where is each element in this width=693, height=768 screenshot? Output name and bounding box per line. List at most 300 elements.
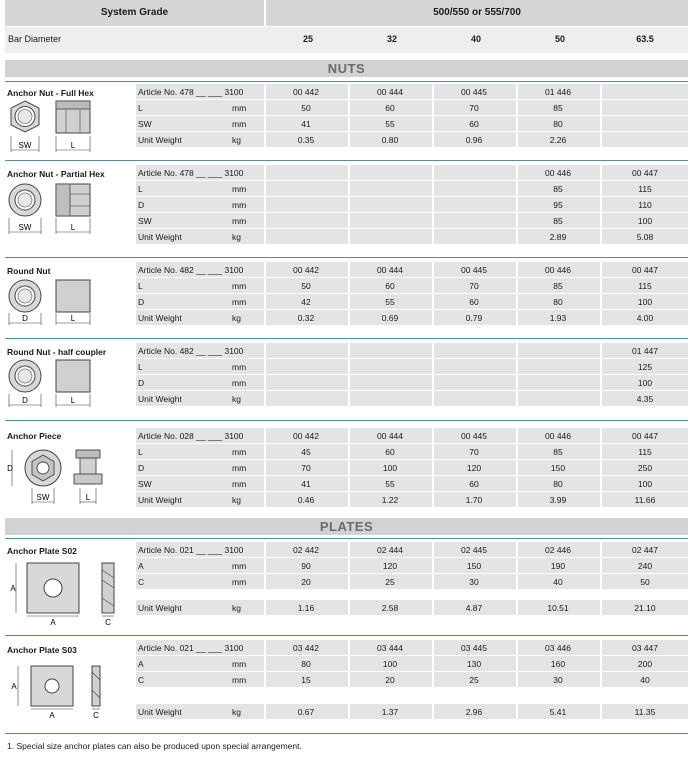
- table-cell: 80: [301, 659, 311, 669]
- row-label: SW: [138, 119, 152, 129]
- round-nut-figure: [6, 277, 96, 327]
- section-nuts-header: [5, 60, 688, 77]
- table-cell: 1.70: [465, 495, 483, 505]
- column-separator: [264, 343, 266, 358]
- fig-label-l: L: [70, 314, 76, 323]
- diameter-32: 32: [386, 34, 397, 44]
- column-separator: [264, 391, 266, 406]
- column-separator: [516, 672, 518, 687]
- table-cell: 00 442: [293, 431, 319, 441]
- table-cell: 0.96: [465, 135, 483, 145]
- fig-label-l: L: [70, 396, 76, 405]
- row-unit: mm: [232, 216, 247, 226]
- column-separator: [264, 84, 266, 99]
- column-separator: [348, 116, 350, 131]
- table-cell: 0.35: [297, 135, 315, 145]
- table-cell: 5.41: [549, 707, 567, 717]
- column-separator: [348, 132, 350, 147]
- table-cell: 50: [301, 281, 311, 291]
- diameter-25: 25: [302, 34, 313, 44]
- table-cell: 30: [553, 675, 563, 685]
- table-cell: 0.46: [297, 495, 315, 505]
- column-separator: [264, 310, 266, 325]
- column-separator: [516, 359, 518, 374]
- column-separator: [348, 100, 350, 115]
- row-label: A: [138, 561, 144, 571]
- column-separator: [348, 181, 350, 196]
- row-unit: mm: [232, 479, 247, 489]
- table-cell: 03 445: [461, 643, 487, 653]
- column-separator: [264, 444, 266, 459]
- column-separator: [516, 116, 518, 131]
- column-separator: [264, 278, 266, 293]
- column-separator: [600, 359, 602, 374]
- column-separator: [516, 640, 518, 655]
- column-separator: [432, 672, 434, 687]
- column-separator: [600, 672, 602, 687]
- table-cell: 60: [469, 297, 479, 307]
- column-separator: [432, 100, 434, 115]
- row-unit: mm: [232, 577, 247, 587]
- row-label: L: [138, 447, 143, 457]
- system-grade-value-header: [266, 0, 688, 26]
- column-separator: [516, 558, 518, 573]
- column-separator: [600, 181, 602, 196]
- fig-label-sw: SW: [18, 223, 32, 232]
- column-separator: [600, 278, 602, 293]
- row-label: Article No. 478 __ ___ 3100: [138, 87, 244, 97]
- row-label: Unit Weight: [138, 135, 182, 145]
- column-separator: [516, 84, 518, 99]
- row-label: Unit Weight: [138, 232, 182, 242]
- column-separator: [348, 444, 350, 459]
- table-cell: 0.32: [297, 313, 315, 323]
- fig-label-l: L: [70, 141, 76, 150]
- column-separator: [600, 428, 602, 443]
- table-cell: 120: [382, 561, 398, 571]
- row-label: Unit Weight: [138, 603, 182, 613]
- column-separator: [600, 294, 602, 309]
- table-cell: 70: [469, 281, 479, 291]
- column-separator: [516, 278, 518, 293]
- column-separator: [264, 375, 266, 390]
- section-plates-title: PLATES: [319, 519, 374, 534]
- column-separator: [348, 262, 350, 277]
- column-separator: [264, 492, 266, 507]
- column-separator: [516, 600, 518, 615]
- table-cell: 11.35: [634, 707, 656, 717]
- column-separator: [432, 165, 434, 180]
- column-separator: [348, 600, 350, 615]
- column-separator: [348, 229, 350, 244]
- column-separator: [432, 181, 434, 196]
- column-separator: [348, 213, 350, 228]
- fig-label-sw: SW: [36, 493, 50, 502]
- table-cell: 160: [550, 659, 566, 669]
- column-separator: [432, 278, 434, 293]
- table-cell: 00 445: [461, 265, 487, 275]
- table-cell: 80: [553, 119, 563, 129]
- row-label: Article No. 028 __ ___ 3100: [138, 431, 244, 441]
- column-separator: [432, 391, 434, 406]
- bar-diameter-row: [5, 27, 688, 53]
- column-separator: [516, 574, 518, 589]
- table-cell: 25: [385, 577, 395, 587]
- table-cell: 41: [301, 479, 311, 489]
- fig-label-sw: SW: [18, 141, 32, 150]
- table-cell: 00 444: [377, 87, 403, 97]
- column-separator: [264, 476, 266, 491]
- column-separator: [348, 294, 350, 309]
- column-separator: [264, 640, 266, 655]
- column-separator: [432, 640, 434, 655]
- table-cell: 40: [553, 577, 563, 587]
- anchor-piece-figure: [4, 448, 104, 508]
- table-cell: 2.89: [549, 232, 567, 242]
- table-cell: 240: [637, 561, 653, 571]
- row-label: Article No. 021 __ ___ 3100: [138, 643, 244, 653]
- column-separator: [432, 444, 434, 459]
- column-separator: [348, 375, 350, 390]
- column-separator: [348, 460, 350, 475]
- column-separator: [516, 428, 518, 443]
- table-cell: 70: [301, 463, 311, 473]
- divider: [5, 733, 688, 734]
- table-cell: 70: [469, 447, 479, 457]
- table-cell: 2.96: [465, 707, 483, 717]
- column-separator: [600, 100, 602, 115]
- table-cell: 55: [385, 479, 395, 489]
- row-unit: kg: [232, 313, 241, 323]
- divider: [5, 538, 688, 539]
- column-separator: [432, 492, 434, 507]
- column-separator: [432, 132, 434, 147]
- column-separator: [516, 310, 518, 325]
- table-cell: 5.08: [636, 232, 654, 242]
- diameter-50: 50: [554, 34, 565, 44]
- row-unit: kg: [232, 394, 241, 404]
- row-label: D: [138, 200, 145, 210]
- row-label: C: [138, 675, 145, 685]
- table-cell: 1.22: [381, 495, 399, 505]
- column-separator: [348, 476, 350, 491]
- column-separator: [348, 704, 350, 719]
- fig-label-c: C: [93, 711, 99, 720]
- product-title: Anchor Nut - Full Hex: [7, 88, 94, 98]
- column-separator: [516, 375, 518, 390]
- row-unit: mm: [232, 378, 247, 388]
- column-separator: [600, 116, 602, 131]
- table-cell: 3.99: [549, 495, 567, 505]
- table-cell: 15: [301, 675, 311, 685]
- column-separator: [432, 213, 434, 228]
- column-separator: [348, 672, 350, 687]
- table-cell: 1.37: [381, 707, 399, 717]
- table-cell: 2.26: [549, 135, 567, 145]
- column-separator: [432, 359, 434, 374]
- table-cell: 190: [550, 561, 566, 571]
- column-separator: [600, 600, 602, 615]
- column-separator: [432, 476, 434, 491]
- column-separator: [516, 165, 518, 180]
- row-unit: mm: [232, 281, 247, 291]
- column-separator: [432, 542, 434, 557]
- column-separator: [348, 343, 350, 358]
- table-cell: 2.58: [381, 603, 399, 613]
- column-separator: [432, 343, 434, 358]
- product-title: Round Nut - half coupler: [7, 347, 107, 357]
- column-separator: [264, 165, 266, 180]
- divider: [5, 257, 688, 258]
- table-cell: 0.79: [465, 313, 483, 323]
- table-cell: 115: [638, 281, 652, 291]
- column-separator: [516, 391, 518, 406]
- column-separator: [432, 574, 434, 589]
- section-nuts-title: NUTS: [327, 61, 366, 76]
- table-cell: 100: [637, 216, 653, 226]
- row-unit: mm: [232, 447, 247, 457]
- row-unit: mm: [232, 675, 247, 685]
- table-cell: 02 445: [461, 545, 487, 555]
- table-cell: 80: [553, 479, 563, 489]
- column-separator: [516, 132, 518, 147]
- system-grade-header: [5, 0, 264, 26]
- column-separator: [264, 542, 266, 557]
- row-label: Article No. 482 __ ___ 3100: [138, 265, 244, 275]
- table-cell: 00 446: [545, 265, 571, 275]
- table-cell: 42: [301, 297, 311, 307]
- row-label: SW: [138, 216, 152, 226]
- table-cell: 4.35: [636, 394, 654, 404]
- table-cell: 60: [469, 119, 479, 129]
- column-separator: [516, 213, 518, 228]
- row-label: D: [138, 463, 145, 473]
- column-separator: [516, 444, 518, 459]
- table-cell: 03 444: [377, 643, 403, 653]
- column-separator: [432, 558, 434, 573]
- row-label: Unit Weight: [138, 313, 182, 323]
- table-cell: 02 447: [632, 545, 658, 555]
- table-cell: 55: [385, 297, 395, 307]
- table-cell: 41: [301, 119, 311, 129]
- column-separator: [600, 375, 602, 390]
- table-cell: 50: [301, 103, 311, 113]
- column-separator: [264, 294, 266, 309]
- column-separator: [348, 640, 350, 655]
- column-separator: [264, 213, 266, 228]
- table-cell: 90: [301, 561, 311, 571]
- column-separator: [264, 100, 266, 115]
- column-separator: [600, 132, 602, 147]
- diameter-40: 40: [470, 34, 481, 44]
- column-separator: [348, 359, 350, 374]
- column-separator: [600, 460, 602, 475]
- fig-label-l: L: [70, 223, 76, 232]
- row-label: C: [138, 577, 145, 587]
- column-separator: [264, 704, 266, 719]
- table-cell: 00 447: [632, 168, 658, 178]
- table-cell: 10.51: [547, 603, 569, 613]
- table-cell: 03 446: [545, 643, 571, 653]
- row-unit: kg: [232, 232, 241, 242]
- column-separator: [516, 656, 518, 671]
- table-cell: 100: [637, 378, 653, 388]
- table-cell: 60: [385, 447, 395, 457]
- row-label: Article No. 021 __ ___ 3100: [138, 545, 244, 555]
- table-cell: 85: [553, 103, 563, 113]
- product-title: Anchor Plate S03: [7, 645, 77, 655]
- column-separator: [516, 181, 518, 196]
- column-separator: [516, 294, 518, 309]
- column-separator: [516, 476, 518, 491]
- table-cell: 00 447: [632, 431, 658, 441]
- table-cell: 11.66: [634, 495, 656, 505]
- table-cell: 21.10: [634, 603, 656, 613]
- row-label: L: [138, 103, 143, 113]
- column-separator: [600, 343, 602, 358]
- row-label: L: [138, 362, 143, 372]
- row-unit: mm: [232, 463, 247, 473]
- system-grade-value: 500/550 or 555/700: [433, 7, 521, 18]
- table-cell: 0.67: [297, 707, 315, 717]
- table-cell: 85: [553, 216, 563, 226]
- column-separator: [348, 310, 350, 325]
- anchor-plate-s03-figure: [4, 660, 119, 722]
- table-cell: 130: [466, 659, 482, 669]
- row-unit: kg: [232, 707, 241, 717]
- table-cell: 100: [637, 479, 653, 489]
- column-separator: [600, 84, 602, 99]
- fig-label-a: A: [10, 584, 16, 593]
- table-cell: 02 442: [293, 545, 319, 555]
- divider: [5, 635, 688, 636]
- column-separator: [600, 656, 602, 671]
- table-cell: 20: [385, 675, 395, 685]
- column-separator: [432, 704, 434, 719]
- column-separator: [348, 428, 350, 443]
- column-separator: [348, 84, 350, 99]
- table-cell: 20: [301, 577, 311, 587]
- table-cell: 95: [553, 200, 563, 210]
- table-cell: 55: [385, 119, 395, 129]
- row-unit: mm: [232, 184, 247, 194]
- column-separator: [600, 542, 602, 557]
- column-separator: [516, 197, 518, 212]
- table-cell: 25: [469, 675, 479, 685]
- table-cell: 80: [553, 297, 563, 307]
- column-separator: [348, 197, 350, 212]
- column-separator: [348, 558, 350, 573]
- row-label: Article No. 478 __ ___ 3100: [138, 168, 244, 178]
- table-cell: 00 445: [461, 87, 487, 97]
- row-unit: kg: [232, 135, 241, 145]
- column-separator: [264, 672, 266, 687]
- column-separator: [264, 428, 266, 443]
- table-cell: 125: [637, 362, 653, 372]
- table-cell: 00 444: [377, 265, 403, 275]
- table-cell: 0.69: [381, 313, 399, 323]
- column-separator: [348, 391, 350, 406]
- row-unit: kg: [232, 603, 241, 613]
- column-separator: [264, 574, 266, 589]
- fig-label-d: D: [22, 314, 28, 323]
- row-unit: mm: [232, 297, 247, 307]
- fig-label-d: D: [7, 464, 13, 473]
- column-separator: [432, 600, 434, 615]
- column-separator: [264, 656, 266, 671]
- column-separator: [516, 229, 518, 244]
- footnote: 1. Special size anchor plates can also be produced upon special arrangement.: [7, 741, 302, 751]
- table-cell: 02 444: [377, 545, 403, 555]
- table-cell: 40: [640, 675, 650, 685]
- table-cell: 1.16: [297, 603, 315, 613]
- row-unit: mm: [232, 103, 247, 113]
- column-separator: [432, 375, 434, 390]
- row-unit: mm: [232, 561, 247, 571]
- row-label: Unit Weight: [138, 707, 182, 717]
- column-separator: [348, 656, 350, 671]
- column-separator: [348, 542, 350, 557]
- table-cell: 150: [550, 463, 566, 473]
- column-separator: [432, 197, 434, 212]
- column-separator: [264, 132, 266, 147]
- column-separator: [264, 600, 266, 615]
- product-title: Round Nut: [7, 266, 51, 276]
- column-separator: [600, 391, 602, 406]
- column-separator: [264, 229, 266, 244]
- column-separator: [348, 278, 350, 293]
- table-cell: 00 446: [545, 431, 571, 441]
- column-separator: [432, 262, 434, 277]
- table-cell: 01 446: [545, 87, 571, 97]
- column-separator: [600, 444, 602, 459]
- column-separator: [432, 310, 434, 325]
- column-separator: [516, 492, 518, 507]
- table-cell: 70: [469, 103, 479, 113]
- fig-label-l: L: [85, 493, 91, 502]
- column-separator: [600, 476, 602, 491]
- table-cell: 45: [301, 447, 311, 457]
- table-cell: 85: [553, 447, 563, 457]
- product-title: Anchor Piece: [7, 431, 62, 441]
- fig-label-d: D: [22, 396, 28, 405]
- table-cell: 50: [640, 577, 650, 587]
- column-separator: [600, 310, 602, 325]
- table-cell: 115: [638, 447, 652, 457]
- column-separator: [432, 229, 434, 244]
- table-cell: 110: [638, 200, 652, 210]
- table-cell: 03 442: [293, 643, 319, 653]
- column-separator: [600, 165, 602, 180]
- column-separator: [264, 558, 266, 573]
- table-cell: 60: [385, 103, 395, 113]
- column-separator: [432, 84, 434, 99]
- column-separator: [600, 492, 602, 507]
- divider: [5, 81, 688, 82]
- column-separator: [516, 343, 518, 358]
- row-unit: mm: [232, 200, 247, 210]
- table-cell: 100: [382, 659, 398, 669]
- column-separator: [600, 574, 602, 589]
- table-cell: 00 442: [293, 265, 319, 275]
- column-separator: [264, 197, 266, 212]
- column-separator: [348, 574, 350, 589]
- section-plates-header: [5, 518, 688, 535]
- column-separator: [348, 492, 350, 507]
- table-cell: 00 445: [461, 431, 487, 441]
- table-cell: 1.93: [549, 313, 567, 323]
- row-unit: mm: [232, 119, 247, 129]
